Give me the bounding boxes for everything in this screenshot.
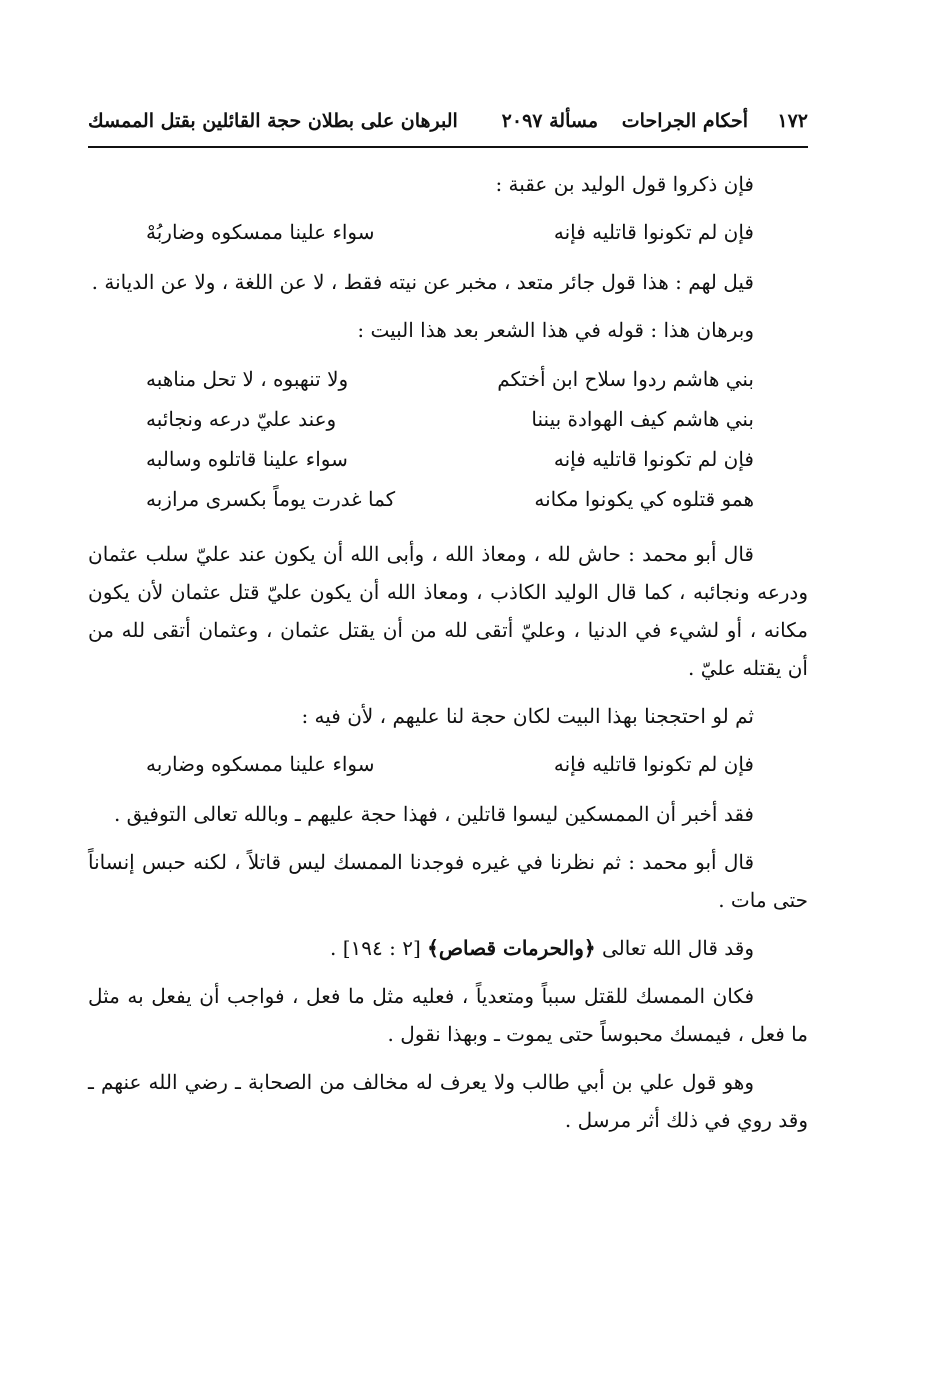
- poem-verse: [88, 399, 808, 439]
- citation-lead: وقد قال الله تعالى: [595, 936, 754, 960]
- paragraph-ruling: فكان الممسك للقتل سبباً ومتعدياً ، فعليه مثل ما فعل ، فواجب أن يفعل به مثل ما فعل ، فيمسك محبوساً حتى يموت ـ وبهذا نقول .: [88, 984, 808, 1046]
- verse-line: [88, 745, 808, 783]
- poem-block: [88, 359, 808, 519]
- verse-second-hemistich: سواء علينا ممسكوه وضاربه: [146, 752, 375, 776]
- poem-verse: [88, 479, 808, 519]
- verse-second-hemistich: كما غدرت يوماً بكسرى مرازبه: [146, 487, 396, 511]
- section-title: البرهان على بطلان حجة القائلين بقتل الممسك: [88, 110, 458, 132]
- verse-second-hemistich: سواء علينا قاتلوه وسالبه: [146, 447, 348, 471]
- paragraph-intro: فإن ذكروا قول الوليد بن عقبة :: [495, 172, 754, 196]
- paragraph-abu-muhammad-2: قال أبو محمد : ثم نظرنا في غيره فوجدنا الممسك ليس قاتلاً ، لكنه حبس إنساناً حتى مات .: [88, 850, 808, 912]
- quran-quote: ﴿والحرمات قصاص﴾: [427, 936, 596, 960]
- verse-first-hemistich: همو قتلوه كي يكونوا مكانه: [534, 487, 754, 511]
- verse-second-hemistich: سواء علينا ممسكوه وضاربُهْ: [146, 220, 375, 244]
- verse-first-hemistich: فإن لم تكونوا قاتليه فإنه: [553, 752, 754, 776]
- verse-first-hemistich: بني هاشم ردوا سلاح ابن أختكم: [497, 367, 754, 391]
- verse-second-hemistich: ولا تنهبوه ، لا تحل مناهبه: [146, 367, 349, 391]
- citation-reference: [٢ : ١٩٤] .: [329, 936, 428, 960]
- paragraph-argument: ثم لو احتججنا بهذا البيت لكان حجة لنا عليهم ، لأن فيه :: [301, 704, 754, 728]
- verse-second-hemistich: وعند عليّ درعه ونجائبه: [146, 407, 337, 431]
- verse-line: [88, 213, 808, 251]
- paragraph-proof: وبرهان هذا : قوله في هذا الشعر بعد هذا البيت :: [357, 318, 754, 342]
- paragraph-reply: قيل لهم : هذا قول جائر متعد ، مخبر عن نيته فقط ، لا عن اللغة ، ولا عن الديانة .: [91, 270, 754, 294]
- paragraph-companions: وهو قول علي بن أبي طالب ولا يعرف له مخالف من الصحابة ـ رضي الله عنهم ـ وقد روي في ذلك أثر مرسل .: [88, 1070, 808, 1132]
- paragraph-conclusion: فقد أخبر أن الممسكين ليسوا قاتلين ، فهذا حجة عليهم ـ وبالله تعالى التوفيق .: [113, 802, 754, 826]
- paragraph-abu-muhammad: قال أبو محمد : حاش لله ، ومعاذ الله ، وأبى الله أن يكون عند عليّ سلب عثمان ودرعه ونجائبه ، كما قال الوليد الكاذب ، ومعاذ الله أن يكون عليّ قتل عثمان لأن يكون مكانه ، أو لشيء في الدنيا ، وعليّ أتقى لله من أن يقتل عثمان ، وعثمان أتقى لله من أن يقتله عليّ .: [88, 542, 808, 680]
- book-title: أحكام الجراحات: [621, 110, 748, 132]
- verse-first-hemistich: فإن لم تكونوا قاتليه فإنه: [553, 220, 754, 244]
- poem-verse: [88, 359, 808, 399]
- verse-first-hemistich: فإن لم تكونوا قاتليه فإنه: [553, 447, 754, 471]
- issue-number: مسألة ٢٠٩٧: [501, 110, 598, 132]
- paragraph-quran-citation: [88, 929, 808, 967]
- header-rule: [88, 146, 808, 148]
- page-content: [88, 165, 808, 1149]
- poem-verse: [88, 439, 808, 479]
- verse-first-hemistich: بني هاشم كيف الهوادة بيننا: [531, 407, 754, 431]
- page-number: ١٧٢: [777, 110, 808, 132]
- running-header: [88, 104, 808, 144]
